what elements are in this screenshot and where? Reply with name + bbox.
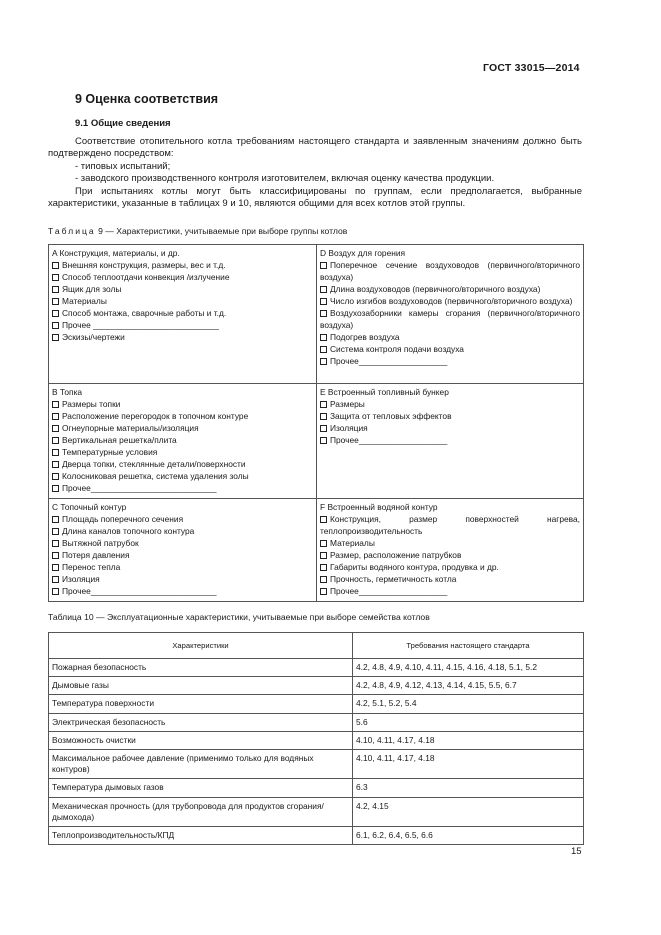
characteristic-cell: Электрическая безопасность	[49, 713, 353, 731]
paragraph-1-text: Соответствие отопительного котла требованиям настоящего стандарта и заявленным значениям должно быть подтверждено посредством:	[48, 136, 582, 160]
checkbox-icon[interactable]	[320, 298, 327, 305]
checklist-item	[52, 573, 313, 585]
checklist-item	[52, 295, 313, 307]
checklist-item	[52, 319, 313, 331]
checklist-item-label: Поперечное сечение воздуховодов (первичного/вторичного воздуха)	[320, 260, 580, 282]
checklist-item-label: Изоляция	[62, 574, 100, 584]
requirement-cell: 6.1, 6.2, 6.4, 6.5, 6.6	[353, 827, 584, 845]
characteristic-cell: Возможность очистки	[49, 731, 353, 749]
checklist-item-label: Площадь поперечного сечения	[62, 514, 184, 524]
bullet-2: - заводского производственного контроля изготовителем, включая оценку качества продукции.	[75, 173, 495, 185]
checkbox-icon[interactable]	[52, 540, 59, 547]
checkbox-icon[interactable]	[52, 310, 59, 317]
checklist-item	[320, 585, 580, 597]
checklist-item-label: Вытяжной патрубок	[62, 538, 139, 548]
table10-header-characteristics: Характеристики	[49, 633, 353, 659]
characteristic-cell: Дымовые газы	[49, 677, 353, 695]
checklist-item	[52, 422, 313, 434]
characteristic-cell: Температура поверхности	[49, 695, 353, 713]
checklist-item-label: Внешняя конструкция, размеры, вес и т.д.	[62, 260, 226, 270]
checkbox-icon[interactable]	[52, 576, 59, 583]
checklist-item-label: Эскизы/чертежи	[62, 332, 125, 342]
checklist-item-label: Колосниковая решетка, система удаления золы	[62, 471, 249, 481]
checklist-item	[320, 283, 580, 295]
checkbox-icon[interactable]	[52, 401, 59, 408]
checklist-item	[52, 549, 313, 561]
table10-body	[49, 659, 584, 845]
checklist-item-label: Дверца топки, стеклянные детали/поверхности	[62, 459, 246, 469]
checklist-item-label: Прочее___________________________	[62, 586, 217, 596]
cell-e	[317, 384, 584, 499]
cell-d	[317, 245, 584, 384]
table-row	[49, 731, 584, 749]
checklist-item-label: Защита от тепловых эффектов	[330, 411, 452, 421]
characteristic-cell: Температура дымовых газов	[49, 779, 353, 797]
requirement-cell: 4.2, 4.15	[353, 797, 584, 826]
checklist-item	[52, 331, 313, 343]
checkbox-icon[interactable]	[52, 262, 59, 269]
cell-c	[49, 499, 317, 602]
checkbox-icon[interactable]	[52, 516, 59, 523]
checkbox-icon[interactable]	[320, 425, 327, 432]
checklist-item-label: Подогрев воздуха	[330, 332, 400, 342]
checkbox-icon[interactable]	[52, 334, 59, 341]
table-row	[49, 659, 584, 677]
checklist-item-label: Размеры топки	[62, 399, 121, 409]
checklist-item-label: Вертикальная решетка/плита	[62, 435, 177, 445]
checkbox-icon[interactable]	[320, 588, 327, 595]
checkbox-icon[interactable]	[52, 286, 59, 293]
cell-f	[317, 499, 584, 602]
checklist-item	[52, 458, 313, 470]
requirement-cell: 4.2, 5.1, 5.2, 5.4	[353, 695, 584, 713]
checklist-item	[52, 470, 313, 482]
checklist-item	[52, 513, 313, 525]
checklist-item-label: Длина каналов топочного контура	[62, 526, 195, 536]
bullet-1: - типовых испытаний;	[75, 160, 171, 172]
checklist-item-label: Способ теплоотдачи конвекция /излучение	[62, 272, 230, 282]
table-9	[48, 244, 584, 602]
checklist-item-label: Прочее___________________________	[62, 483, 217, 493]
checkbox-icon[interactable]	[320, 552, 327, 559]
characteristic-cell: Механическая прочность (для трубопровода для продуктов сгорания/дымохода)	[49, 797, 353, 826]
checklist-item	[52, 271, 313, 283]
cell-title: B Топка	[52, 387, 83, 397]
checklist-item-label: Прочее___________________	[330, 586, 448, 596]
checklist-item	[320, 259, 580, 283]
checklist-item	[52, 259, 313, 271]
checklist-item	[320, 549, 580, 561]
checkbox-icon[interactable]	[52, 485, 59, 492]
requirement-cell: 4.10, 4.11, 4.17, 4.18	[353, 731, 584, 749]
checklist-item-label: Число изгибов воздуховодов (первичного/вторичного воздуха)	[330, 296, 573, 306]
table-row	[49, 677, 584, 695]
checklist-item	[52, 537, 313, 549]
page-number: 15	[571, 846, 582, 857]
checkbox-icon[interactable]	[52, 552, 59, 559]
cell-b	[49, 384, 317, 499]
checkbox-icon[interactable]	[52, 564, 59, 571]
table-row	[49, 797, 584, 826]
checklist-item	[320, 295, 580, 307]
checklist-item-label: Габариты водяного контура, продувка и др.	[330, 562, 499, 572]
checkbox-icon[interactable]	[52, 322, 59, 329]
checkbox-icon[interactable]	[320, 413, 327, 420]
checklist-item	[320, 331, 580, 343]
checklist-item-label: Перенос тепла	[62, 562, 121, 572]
table9-caption	[48, 226, 347, 236]
checklist-item-label: Изоляция	[330, 423, 368, 433]
checklist-item	[320, 343, 580, 355]
checkbox-icon[interactable]	[52, 425, 59, 432]
cell-title: D Воздух для горения	[320, 248, 406, 258]
checkbox-icon[interactable]	[320, 516, 327, 523]
checklist-item	[320, 573, 580, 585]
checklist-item	[320, 513, 580, 537]
requirement-cell: 4.2, 4.8, 4.9, 4.10, 4.11, 4.15, 4.16, 4.18, 5.1, 5.2	[353, 659, 584, 677]
cell-a	[49, 245, 317, 384]
checkbox-icon[interactable]	[320, 310, 327, 317]
checkbox-icon[interactable]	[52, 298, 59, 305]
checklist-item-label: Размеры	[330, 399, 365, 409]
checklist-item-label: Ящик для золы	[62, 284, 122, 294]
checkbox-icon[interactable]	[320, 540, 327, 547]
checkbox-icon[interactable]	[52, 437, 59, 444]
checklist-item-label: Способ монтажа, сварочные работы и т.д.	[62, 308, 227, 318]
checkbox-icon[interactable]	[320, 358, 327, 365]
subsection-title: 9.1 Общие сведения	[75, 118, 171, 129]
checklist-item-label: Потеря давления	[62, 550, 130, 560]
cell-title: A Конструкция, материалы, и др.	[52, 248, 180, 258]
checkbox-icon[interactable]	[52, 274, 59, 281]
requirement-cell: 4.2, 4.8, 4.9, 4.12, 4.13, 4.14, 4.15, 5.5, 6.7	[353, 677, 584, 695]
characteristic-cell: Теплопроизводительность/КПД	[49, 827, 353, 845]
table9-caption-text: 9 — Характеристики, учитываемые при выборе группы котлов	[98, 226, 348, 236]
checklist-item-label: Длина воздуховодов (первичного/вторичного воздуха)	[330, 284, 541, 294]
checkbox-icon[interactable]	[320, 437, 327, 444]
checklist-item-label: Прочее ___________________________	[62, 320, 219, 330]
checklist-item	[52, 410, 313, 422]
table10-header-requirements: Требования настоящего стандарта	[353, 633, 584, 659]
checkbox-icon[interactable]	[52, 528, 59, 535]
requirement-cell: 6.3	[353, 779, 584, 797]
checklist-item-label: Система контроля подачи воздуха	[330, 344, 464, 354]
checklist-item	[52, 446, 313, 458]
cell-title: C Топочный контур	[52, 502, 127, 512]
checklist-item	[52, 283, 313, 295]
checkbox-icon[interactable]	[320, 262, 327, 269]
characteristic-cell: Пожарная безопасность	[49, 659, 353, 677]
checkbox-icon[interactable]	[52, 461, 59, 468]
section-title: 9 Оценка соответствия	[75, 92, 219, 106]
checklist-item	[320, 422, 580, 434]
checklist-item	[52, 307, 313, 319]
table-row	[49, 695, 584, 713]
checklist-item	[52, 398, 313, 410]
checklist-item-label: Размер, расположение патрубков	[330, 550, 462, 560]
table-row	[49, 713, 584, 731]
checklist-item-label: Материалы	[330, 538, 375, 548]
checklist-item-label: Температурные условия	[62, 447, 158, 457]
checklist-item	[320, 307, 580, 331]
checklist-item	[320, 398, 580, 410]
checklist-item	[320, 537, 580, 549]
checklist-item-label: Прочее___________________	[330, 435, 448, 445]
checklist-item	[52, 434, 313, 446]
checkbox-icon[interactable]	[320, 401, 327, 408]
checklist-item-label: Огнеупорные материалы/изоляция	[62, 423, 199, 433]
table10-caption: Таблица 10 — Эксплуатационные характеристики, учитываемые при выборе семейства котлов	[48, 612, 430, 622]
checklist-item	[320, 410, 580, 422]
checklist-item	[320, 355, 580, 367]
checklist-item-label: Прочность, герметичность котла	[330, 574, 457, 584]
table9-caption-prefix: Таблица	[48, 226, 96, 236]
checklist-item	[320, 434, 580, 446]
checkbox-icon[interactable]	[320, 286, 327, 293]
requirement-cell: 4.10, 4.11, 4.17, 4.18	[353, 750, 584, 779]
checklist-item	[52, 525, 313, 537]
requirement-cell: 5.6	[353, 713, 584, 731]
checklist-item	[52, 482, 313, 494]
document-code: ГОСТ 33015—2014	[483, 62, 580, 74]
checkbox-icon[interactable]	[320, 564, 327, 571]
checkbox-icon[interactable]	[320, 576, 327, 583]
checklist-item	[320, 561, 580, 573]
checklist-item	[52, 561, 313, 573]
checkbox-icon[interactable]	[52, 473, 59, 480]
table-row	[49, 750, 584, 779]
checkbox-icon[interactable]	[320, 334, 327, 341]
paragraph-2-text: При испытаниях котлы могут быть классифицированы по группам, если предполагается, выбранные характеристики, указанные в таблицах 9 и 10, являются общими для всех котлов этой группы.	[48, 185, 582, 210]
paragraph-1	[48, 136, 582, 210]
characteristic-cell: Максимальное рабочее давление (применимо только для водяных контуров)	[49, 750, 353, 779]
table-row	[49, 827, 584, 845]
checklist-item-label: Конструкция, размер поверхностей нагрева, теплопроизводительность	[320, 514, 580, 536]
checklist-item	[52, 585, 313, 597]
checkbox-icon[interactable]	[52, 588, 59, 595]
checklist-item-label: Расположение перегородок в топочном контуре	[62, 411, 249, 421]
checkbox-icon[interactable]	[52, 449, 59, 456]
checkbox-icon[interactable]	[52, 413, 59, 420]
cell-title: F Встроенный водяной контур	[320, 502, 438, 512]
table-10	[48, 632, 584, 845]
checklist-item-label: Прочее___________________	[330, 356, 448, 366]
checkbox-icon[interactable]	[320, 346, 327, 353]
checklist-item-label: Воздухозаборники камеры сгорания (первичного/вторичного воздуха)	[320, 308, 580, 330]
checklist-item-label: Материалы	[62, 296, 107, 306]
table-row	[49, 779, 584, 797]
cell-title: E Встроенный топливный бункер	[320, 387, 449, 397]
